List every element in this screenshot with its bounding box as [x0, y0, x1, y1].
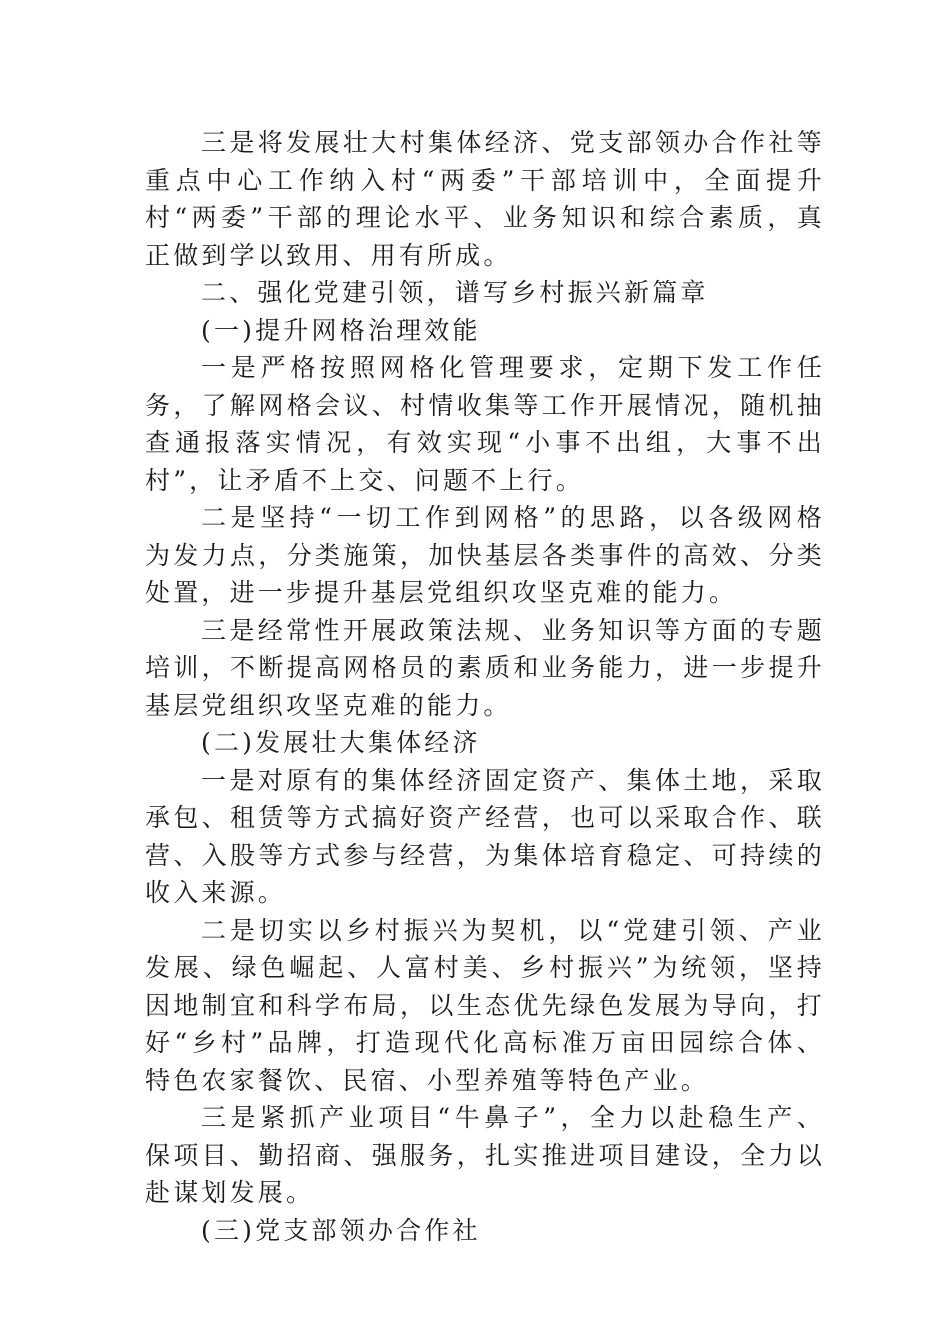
paragraph-grid-2: 二是坚持“一切工作到网格”的思路，以各级网格为发力点，分类施策，加快基层各类事件的高效、分类处置，进一步提升基层党组织攻坚克难的能力。 — [145, 503, 825, 607]
paragraph-training: 三是将发展壮大村集体经济、党支部领办合作社等重点中心工作纳入村“两委”干部培训中，全面提升村“两委”干部的理论水平、业务知识和综合素质，真正做到学以致用、用有所成。 — [145, 128, 825, 270]
document-page — [145, 124, 825, 1249]
subsection-heading-3: (三)党支部领办合作社 — [201, 1215, 481, 1245]
paragraph-grid-3: 三是经常性开展政策法规、业务知识等方面的专题培训，不断提高网格员的素质和业务能力，进一步提升基层党组织攻坚克难的能力。 — [145, 615, 825, 720]
subsection-heading-2: (二)发展壮大集体经济 — [201, 728, 481, 757]
paragraph-economy-1: 一是对原有的集体经济固定资产、集体土地，采取承包、租赁等方式搞好资产经营，也可以采取合作、联营、入股等方式参与经营，为集体培育稳定、可持续的收入来源。 — [145, 765, 825, 907]
section-heading-2: 二、强化党建引领，谱写乡村振兴新篇章 — [201, 278, 709, 307]
paragraph-economy-2: 二是切实以乡村振兴为契机，以“党建引领、产业发展、绿色崛起、人富村美、乡村振兴”为统领，坚持因地制宜和科学布局，以生态优先绿色发展为导向，打好“乡村”品牌，打造现代化高标准万亩田园综合体、特色农家餐饮、民宿、小型养殖等特色产业。 — [145, 915, 825, 1095]
subsection-heading-1: (一)提升网格治理效能 — [201, 315, 481, 345]
paragraph-economy-3: 三是紧抓产业项目“牛鼻子”，全力以赴稳生产、保项目、勤招商、强服务，扎实推进项目建设，全力以赴谋划发展。 — [145, 1103, 825, 1207]
paragraph-grid-1: 一是严格按照网格化管理要求，定期下发工作任务，了解网格会议、村情收集等工作开展情况，随机抽查通报落实情况，有效实现“小事不出组，大事不出村”，让矛盾不上交、问题不上行。 — [145, 353, 825, 495]
